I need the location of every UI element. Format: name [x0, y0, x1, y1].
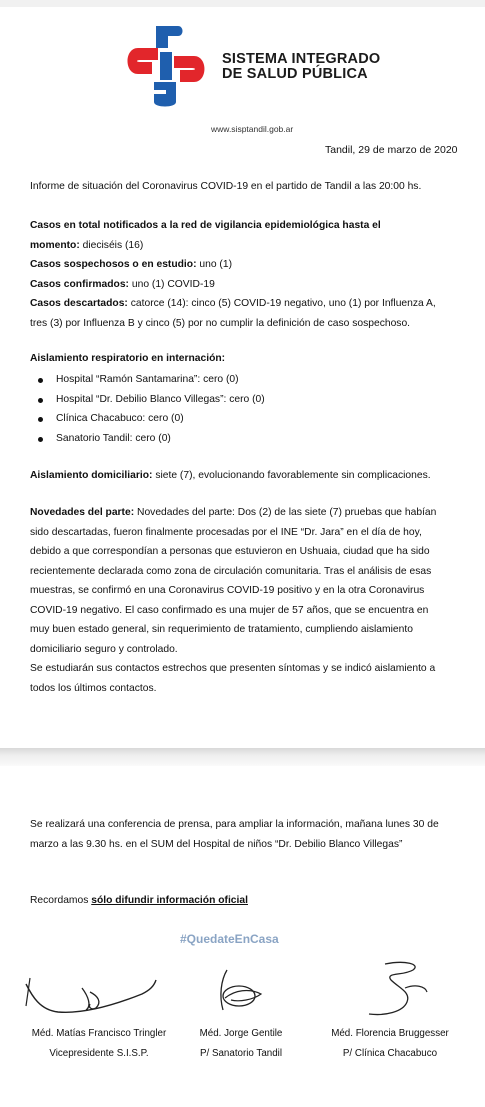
reminder-prefix: Recordamos — [30, 895, 92, 906]
signatory-name: Méd. Florencia Bruggesser — [331, 1028, 449, 1039]
signature-block-tringler — [24, 1024, 174, 1064]
notified-label-2: momento: — [30, 239, 80, 251]
home-isolation — [30, 466, 431, 486]
reminder — [30, 891, 248, 911]
discarded-value-2: tres (3) por Influenza B y cinco (5) por no cumplir la definición de caso sospechoso. — [30, 317, 411, 329]
list-item: Hospital “Ramón Santamarina”: cero (0) — [30, 370, 265, 390]
notified-label-1: Casos en total notificados a la red de vigilancia epidemiológica hasta el — [30, 220, 381, 231]
page-break — [0, 748, 485, 766]
list-item: Hospital “Dr. Debilio Blanco Villegas”: cero (0) — [30, 390, 265, 410]
conference-line-2: marzo a las 9.30 hs. en el SUM del Hospital de niños “Dr. Debilio Blanco Villegas” — [30, 838, 403, 850]
news-line: sido descartadas, fueron finalmente procesadas por el INE “Dr. Jara” en el día de hoy, — [30, 526, 422, 538]
news-line: COVID-19 negativo. El caso confirmado es una mujer de 57 años, que se encuentra en — [30, 604, 429, 616]
signature-block-gentile — [186, 1024, 296, 1064]
confirmed-label: Casos confirmados: — [30, 278, 129, 290]
list-item: Clínica Chacabuco: cero (0) — [30, 409, 265, 429]
signatory-name: Méd. Matías Francisco Tringler — [31, 1028, 167, 1039]
conference-line-1: Se realizará una conferencia de prensa, para ampliar la información, mañana lunes 30 de — [30, 819, 439, 830]
intro-text: Informe de situación del Coronavirus COVID-19 en el partido de Tandil a las 20:00 hs. — [30, 181, 422, 192]
home-isolation-value: siete (7), evolucionando favorablemente sin complicaciones. — [152, 470, 431, 481]
discarded-value-1: catorce (14): cinco (5) COVID-19 negativo, uno (1) por Influenza A, — [127, 298, 436, 309]
website: www.sisptandil.gob.ar — [211, 124, 294, 134]
signatory-name: Méd. Jorge Gentile — [199, 1028, 283, 1039]
reminder-emphasis: sólo difundir información oficial — [91, 895, 248, 906]
totals-block — [30, 216, 458, 333]
suspected-value: uno (1) — [196, 259, 233, 270]
hashtag: #QuedateEnCasa — [180, 932, 279, 946]
signature-gentile-icon — [205, 966, 275, 1024]
home-isolation-label: Aislamiento domiciliario: — [30, 470, 153, 481]
notified-value: dieciséis (16) — [79, 239, 144, 251]
hospital-list — [30, 370, 265, 448]
signatory-role: Vicepresidente S.I.S.P. — [49, 1048, 149, 1059]
sisp-logo-icon — [118, 22, 214, 108]
org-name — [222, 52, 380, 82]
news-block — [30, 503, 458, 698]
isolation-heading: Aislamiento respiratorio en internación: — [30, 353, 226, 364]
page-top-edge — [0, 0, 485, 7]
list-item: Sanatorio Tandil: cero (0) — [30, 429, 265, 449]
signature-block-bruggesser — [315, 1024, 465, 1064]
confirmed-value: uno (1) COVID-19 — [129, 278, 215, 290]
org-name-line1: SISTEMA INTEGRADO — [222, 51, 381, 67]
signatory-role: P/ Clínica Chacabuco — [342, 1048, 438, 1059]
news-label: Novedades del parte: — [30, 507, 135, 518]
news-line: Novedades del parte: Dos (2) de las siete (7) pruebas que habían — [134, 507, 437, 518]
news-line: debido a que correspondían a personas que estuvieron en Ushuaia, ciudad que ha sido — [30, 546, 430, 557]
org-name-line2: DE SALUD PÚBLICA — [222, 66, 368, 82]
news-line: muestras, se confirmó en una Coronavirus COVID-19 positivo y en la otra Coronavirus — [30, 585, 425, 596]
contacts-line-1: Se estudiarán sus contactos estrechos que presenten síntomas y se indicó aislamiento a — [30, 663, 436, 674]
news-line: recientemente declarada como zona de circulación comunitaria. Tras el análisis de esas — [30, 565, 432, 577]
discarded-label: Casos descartados: — [30, 298, 128, 309]
signature-tringler-icon — [22, 966, 162, 1026]
report-date: Tandil, 29 de marzo de 2020 — [325, 144, 458, 156]
signatory-role: P/ Sanatorio Tandil — [199, 1048, 283, 1059]
news-line: muy buen estado general, sin requerimiento de tratamiento, cumpliendo aislamiento — [30, 624, 413, 635]
conference-block — [30, 815, 460, 854]
signature-bruggesser-icon — [355, 958, 435, 1024]
news-line: domiciliario seguro y controlado. — [30, 643, 178, 655]
suspected-label: Casos sospechosos o en estudio: — [30, 259, 197, 270]
contacts-line-2: todos los últimos contactos. — [30, 682, 157, 694]
